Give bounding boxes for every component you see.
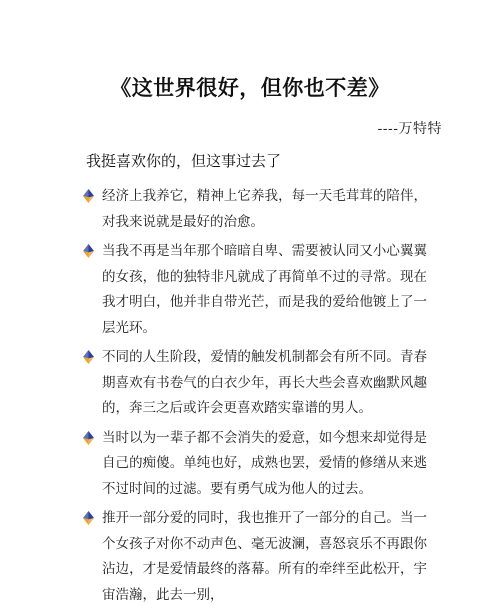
paragraph-list	[82, 184, 427, 612]
list-item	[82, 345, 427, 422]
diamond-bullet-icon	[82, 244, 95, 258]
list-item	[82, 239, 427, 341]
diamond-bullet-icon	[82, 431, 95, 445]
paragraph-text: 推开一部分爱的同时，我也推开了一部分的自己。当一个女孩子对你不动声色、毫无波澜，喜怒哀乐不再跟你沾边，才是爱情最终的落幕。所有的牵绊至此松开，宇宙浩瀚，此去一别，	[102, 510, 427, 603]
paragraph-text: 经济上我养它，精神上它养我，每一天毛茸茸的陪伴，对我来说就是最好的治愈。	[102, 188, 427, 230]
diamond-bullet-icon	[82, 189, 95, 203]
article-subtitle: 我挺喜欢你的，但这事过去了	[86, 152, 282, 170]
paragraph-text: 当我不再是当年那个暗暗自卑、需要被认同又小心翼翼的女孩，他的独特非凡就成了再简单不过的寻常。现在我才明白，他并非自带光芒，而是我的爱给他镀上了一层光环。	[102, 243, 427, 336]
paragraph-text: 不同的人生阶段，爱情的触发机制都会有所不同。青春期喜欢有书卷气的白衣少年，再长大些会喜欢幽默风趣的，奔三之后或许会更喜欢踏实靠谱的男人。	[102, 349, 427, 416]
diamond-bullet-icon	[82, 511, 95, 525]
list-item	[82, 506, 427, 608]
article-author: ----万特特	[377, 121, 442, 137]
paragraph-text: 当时以为一辈子都不会消失的爱意，如今想来却觉得是自己的痴傻。单纯也好，成熟也罢，爱情的修缮从来逃不过时间的过滤。要有勇气成为他人的过去。	[102, 429, 427, 497]
article-title: 《这世界很好，但你也不差》	[110, 75, 390, 100]
list-item	[82, 426, 427, 503]
list-item	[82, 184, 427, 235]
diamond-bullet-icon	[82, 350, 95, 364]
